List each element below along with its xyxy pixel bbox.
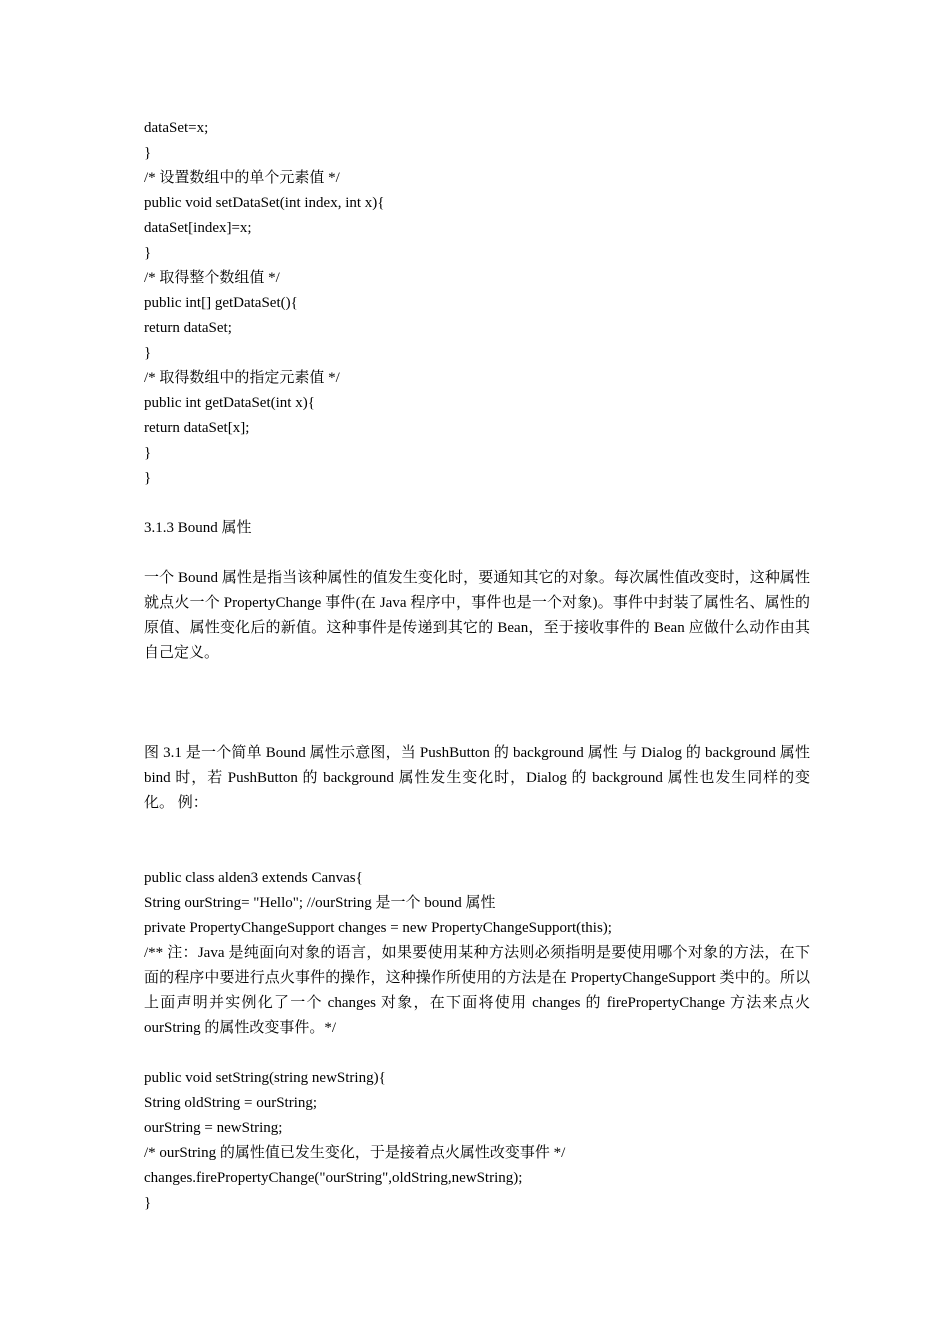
code-line: } [144, 245, 152, 261]
code-comment-paragraph: /** 注：Java 是纯面向对象的语言，如果要使用某种方法则必须指明是要使用哪个对象的方法，在下面的程序中要进行点火事件的操作，这种操作所使用的方法是在 PropertyChangeSupport 类中的。所以上面声明并实例化了一个 changes 对象，在下面将使用 changes 的 firePropertyChange 方法来点火 ourString 的属性改变事件。*/ [144, 945, 810, 1036]
code-line: dataSet[index]=x; [144, 220, 252, 236]
code-line: } [144, 1195, 152, 1211]
code-line: String ourString= "Hello"; //ourString 是一个 bound 属性 [144, 895, 496, 911]
code-line: } [144, 445, 152, 461]
code-line: } [144, 345, 152, 361]
paragraph-bound-definition: 一个 Bound 属性是指当该种属性的值发生变化时，要通知其它的对象。每次属性值改变时，这种属性就点火一个 PropertyChange 事件(在 Java 程序中，事件也是一个对象)。事件中封装了属性名、属性的原值、属性变化后的新值。这种事件是传递到其它的 Bean，至于接收事件的 Bean 应做什么动作由其自己定义。 [144, 570, 810, 661]
code-line: /* 取得整个数组值 */ [144, 270, 280, 286]
code-line: dataSet=x; [144, 120, 209, 136]
paragraph-figure-description: 图 3.1 是一个简单 Bound 属性示意图，当 PushButton 的 background 属性 与 Dialog 的 background 属性 bind 时，若 PushButton 的 background 属性发生变化时，Dialog 的 background 属性也发生同样的变化。 例： [144, 745, 810, 811]
code-line: /* 取得数组中的指定元素值 */ [144, 370, 340, 386]
code-line: ourString = newString; [144, 1120, 283, 1136]
code-line: public void setString(string newString){ [144, 1070, 386, 1086]
code-line: String oldString = ourString; [144, 1095, 318, 1111]
code-block-2 [144, 866, 810, 941]
code-line: changes.firePropertyChange("ourString",oldString,newString); [144, 1170, 523, 1186]
code-line: } [144, 145, 152, 161]
code-block-1 [144, 116, 810, 491]
code-line: /* 设置数组中的单个元素值 */ [144, 170, 340, 186]
code-line: return dataSet[x]; [144, 420, 250, 436]
code-line: private PropertyChangeSupport changes = new PropertyChangeSupport(this); [144, 920, 612, 936]
code-line: public int[] getDataSet(){ [144, 295, 298, 311]
code-line: public int getDataSet(int x){ [144, 395, 315, 411]
spacer [144, 491, 810, 516]
code-line: return dataSet; [144, 320, 232, 336]
section-heading: 3.1.3 Bound 属性 [144, 520, 252, 536]
code-line: } [144, 470, 152, 486]
spacer [144, 541, 810, 566]
spacer [144, 816, 810, 866]
spacer [144, 666, 810, 741]
code-line: /* ourString 的属性值已发生变化，于是接着点火属性改变事件 */ [144, 1145, 566, 1161]
code-line: public class alden3 extends Canvas{ [144, 870, 363, 886]
code-line: public void setDataSet(int index, int x){ [144, 195, 385, 211]
code-block-3 [144, 1066, 810, 1216]
spacer [144, 1041, 810, 1066]
document-page [144, 116, 810, 1216]
